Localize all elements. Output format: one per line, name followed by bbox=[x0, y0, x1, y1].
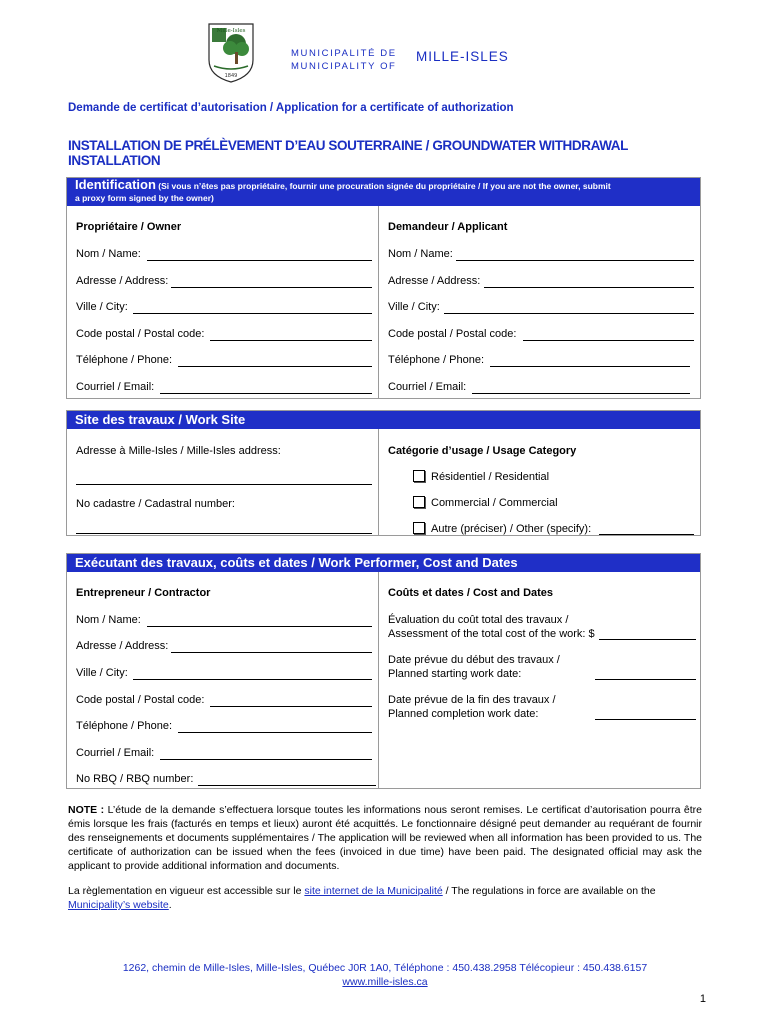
municipality-label-fr: MUNICIPALITÉ DE bbox=[291, 48, 397, 59]
owner-column-title: Propriétaire / Owner bbox=[76, 221, 182, 233]
worksite-address-field[interactable] bbox=[76, 484, 372, 485]
identification-section bbox=[66, 177, 701, 399]
applicant-name-field[interactable] bbox=[456, 260, 694, 261]
footer-address: 1262, chemin de Mille-Isles, Mille-Isles, Québec J0R 1A0, Téléphone : 450.438.2958 Télécopieur : 450.438.6157 bbox=[122, 962, 648, 974]
owner-address-label: Adresse / Address: bbox=[76, 275, 169, 287]
end-date-field[interactable] bbox=[595, 719, 696, 720]
rbq-label: No RBQ / RBQ number: bbox=[76, 773, 194, 785]
contractor-phone-label: Téléphone / Phone: bbox=[76, 720, 173, 732]
svg-text:1849: 1849 bbox=[224, 73, 238, 79]
contractor-name-label: Nom / Name: bbox=[76, 614, 141, 626]
owner-name-field[interactable] bbox=[147, 260, 372, 261]
other-specify-field[interactable] bbox=[599, 534, 694, 535]
owner-email-label: Courriel / Email: bbox=[76, 381, 155, 393]
contractor-postal-field[interactable] bbox=[210, 706, 372, 707]
note-label: NOTE : bbox=[68, 804, 105, 816]
other-checkbox[interactable] bbox=[413, 522, 425, 534]
applicant-phone-label: Téléphone / Phone: bbox=[388, 354, 485, 366]
residential-checkbox[interactable] bbox=[413, 470, 425, 482]
main-title: INSTALLATION DE PRÉLÈVEMENT D’EAU SOUTERRAINE / GROUNDWATER WITHDRAWAL INSTALLATION bbox=[68, 138, 628, 168]
applicant-postal-label: Code postal / Postal code: bbox=[388, 328, 517, 340]
owner-phone-label: Téléphone / Phone: bbox=[76, 354, 173, 366]
applicant-phone-field[interactable] bbox=[490, 366, 690, 367]
worksite-section bbox=[66, 410, 701, 536]
worksite-address-label: Adresse à Mille-Isles / Mille-Isles address: bbox=[76, 445, 281, 457]
contractor-postal-label: Code postal / Postal code: bbox=[76, 694, 205, 706]
owner-postal-label: Code postal / Postal code: bbox=[76, 328, 205, 340]
note-paragraph bbox=[68, 803, 702, 873]
contractor-address-label: Adresse / Address: bbox=[76, 640, 169, 652]
start-date-field[interactable] bbox=[595, 679, 696, 680]
applicant-address-field[interactable] bbox=[484, 287, 694, 288]
commercial-label: Commercial / Commercial bbox=[431, 497, 558, 509]
owner-city-label: Ville / City: bbox=[76, 301, 128, 313]
contractor-email-field[interactable] bbox=[160, 759, 372, 760]
identification-note-2: a proxy form signed by the owner) bbox=[75, 193, 214, 203]
start-date-label-fr: Date prévue du début des travaux / bbox=[388, 654, 560, 666]
svg-text:Mille-Isles: Mille-Isles bbox=[216, 28, 246, 34]
note-text: L’étude de la demande s’effectuera lorsque toutes les informations nous seront remises. Le certificat d’autorisation pourra être émis lorsque les frais (facturés en temps et lieux) auront été acquittés. Le fonctionnaire désigné peut demander au requérant de fournir des renseignements et documents supplémentaires / The application will be reviewed when all information has been provided to us. The certificate of authorization can be issued when the fees (invoiced in due time) have been paid. The designated official may ask the applicant to provide additional information and documents. bbox=[68, 804, 702, 872]
contractor-address-field[interactable] bbox=[171, 652, 372, 653]
footer bbox=[68, 961, 702, 989]
costs-column-title: Coûts et dates / Cost and Dates bbox=[388, 587, 554, 599]
applicant-email-label: Courriel / Email: bbox=[388, 381, 467, 393]
owner-name-label: Nom / Name: bbox=[76, 248, 141, 260]
contractor-city-label: Ville / City: bbox=[76, 667, 128, 679]
municipality-label bbox=[291, 47, 397, 73]
cost-label-en: Assessment of the total cost of the work: $ bbox=[388, 628, 595, 640]
worksite-header bbox=[67, 411, 700, 429]
owner-phone-field[interactable] bbox=[178, 366, 372, 367]
other-label: Autre (préciser) / Other (specify): bbox=[431, 523, 592, 535]
owner-city-field[interactable] bbox=[133, 313, 372, 314]
contractor-email-label: Courriel / Email: bbox=[76, 747, 155, 759]
applicant-city-field[interactable] bbox=[444, 313, 694, 314]
footer-website-link[interactable]: www.mille-isles.ca bbox=[342, 976, 428, 988]
rbq-field[interactable] bbox=[198, 785, 376, 786]
document-title: Demande de certificat d’autorisation / Application for a certificate of authorization bbox=[68, 102, 514, 114]
contractor-name-field[interactable] bbox=[147, 626, 372, 627]
commercial-checkbox[interactable] bbox=[413, 496, 425, 508]
applicant-column-title: Demandeur / Applicant bbox=[388, 221, 508, 233]
owner-email-field[interactable] bbox=[160, 393, 372, 394]
regulation-paragraph bbox=[68, 884, 702, 912]
cost-field[interactable] bbox=[599, 639, 696, 640]
page-number: 1 bbox=[699, 993, 706, 1005]
municipality-site-link-fr[interactable]: site internet de la Municipalité bbox=[304, 885, 443, 897]
municipality-site-link-en[interactable]: Municipality’s website bbox=[68, 899, 169, 911]
identification-heading: Identification bbox=[75, 177, 156, 192]
applicant-email-field[interactable] bbox=[472, 393, 690, 394]
worksite-heading: Site des travaux / Work Site bbox=[75, 412, 246, 427]
municipality-label-en: MUNICIPALITY OF bbox=[291, 61, 397, 72]
regulation-text-3: . bbox=[168, 899, 172, 911]
identification-note: (Si vous n’êtes pas propriétaire, fournir une procuration signée du propriétaire / If you are not the owner, submit bbox=[158, 181, 611, 191]
contractor-city-field[interactable] bbox=[133, 679, 372, 680]
applicant-address-label: Adresse / Address: bbox=[388, 275, 481, 287]
contractor-column-title: Entrepreneur / Contractor bbox=[76, 587, 211, 599]
regulation-text-2: / The regulations in force are available on the bbox=[442, 885, 656, 897]
owner-postal-field[interactable] bbox=[210, 340, 372, 341]
performer-section bbox=[66, 553, 701, 789]
applicant-postal-field[interactable] bbox=[523, 340, 694, 341]
applicant-city-label: Ville / City: bbox=[388, 301, 440, 313]
identification-header bbox=[67, 178, 700, 206]
performer-header bbox=[67, 554, 700, 572]
performer-heading: Exécutant des travaux, coûts et dates / Work Performer, Cost and Dates bbox=[75, 555, 518, 570]
usage-category-title: Catégorie d’usage / Usage Category bbox=[388, 445, 577, 457]
end-date-label-en: Planned completion work date: bbox=[388, 708, 539, 720]
municipality-crest-logo bbox=[206, 22, 256, 84]
contractor-phone-field[interactable] bbox=[178, 732, 372, 733]
owner-address-field[interactable] bbox=[171, 287, 372, 288]
cadastre-field[interactable] bbox=[76, 533, 372, 534]
municipality-name: MILLE-ISLES bbox=[416, 49, 509, 64]
start-date-label-en: Planned starting work date: bbox=[388, 668, 522, 680]
end-date-label-fr: Date prévue de la fin des travaux / bbox=[388, 694, 556, 706]
cadastre-label: No cadastre / Cadastral number: bbox=[76, 498, 235, 510]
applicant-name-label: Nom / Name: bbox=[388, 248, 453, 260]
regulation-text-1: La règlementation en vigueur est accessible sur le bbox=[68, 885, 305, 897]
residential-label: Résidentiel / Residential bbox=[431, 471, 550, 483]
cost-label-fr: Évaluation du coût total des travaux / bbox=[388, 614, 569, 626]
